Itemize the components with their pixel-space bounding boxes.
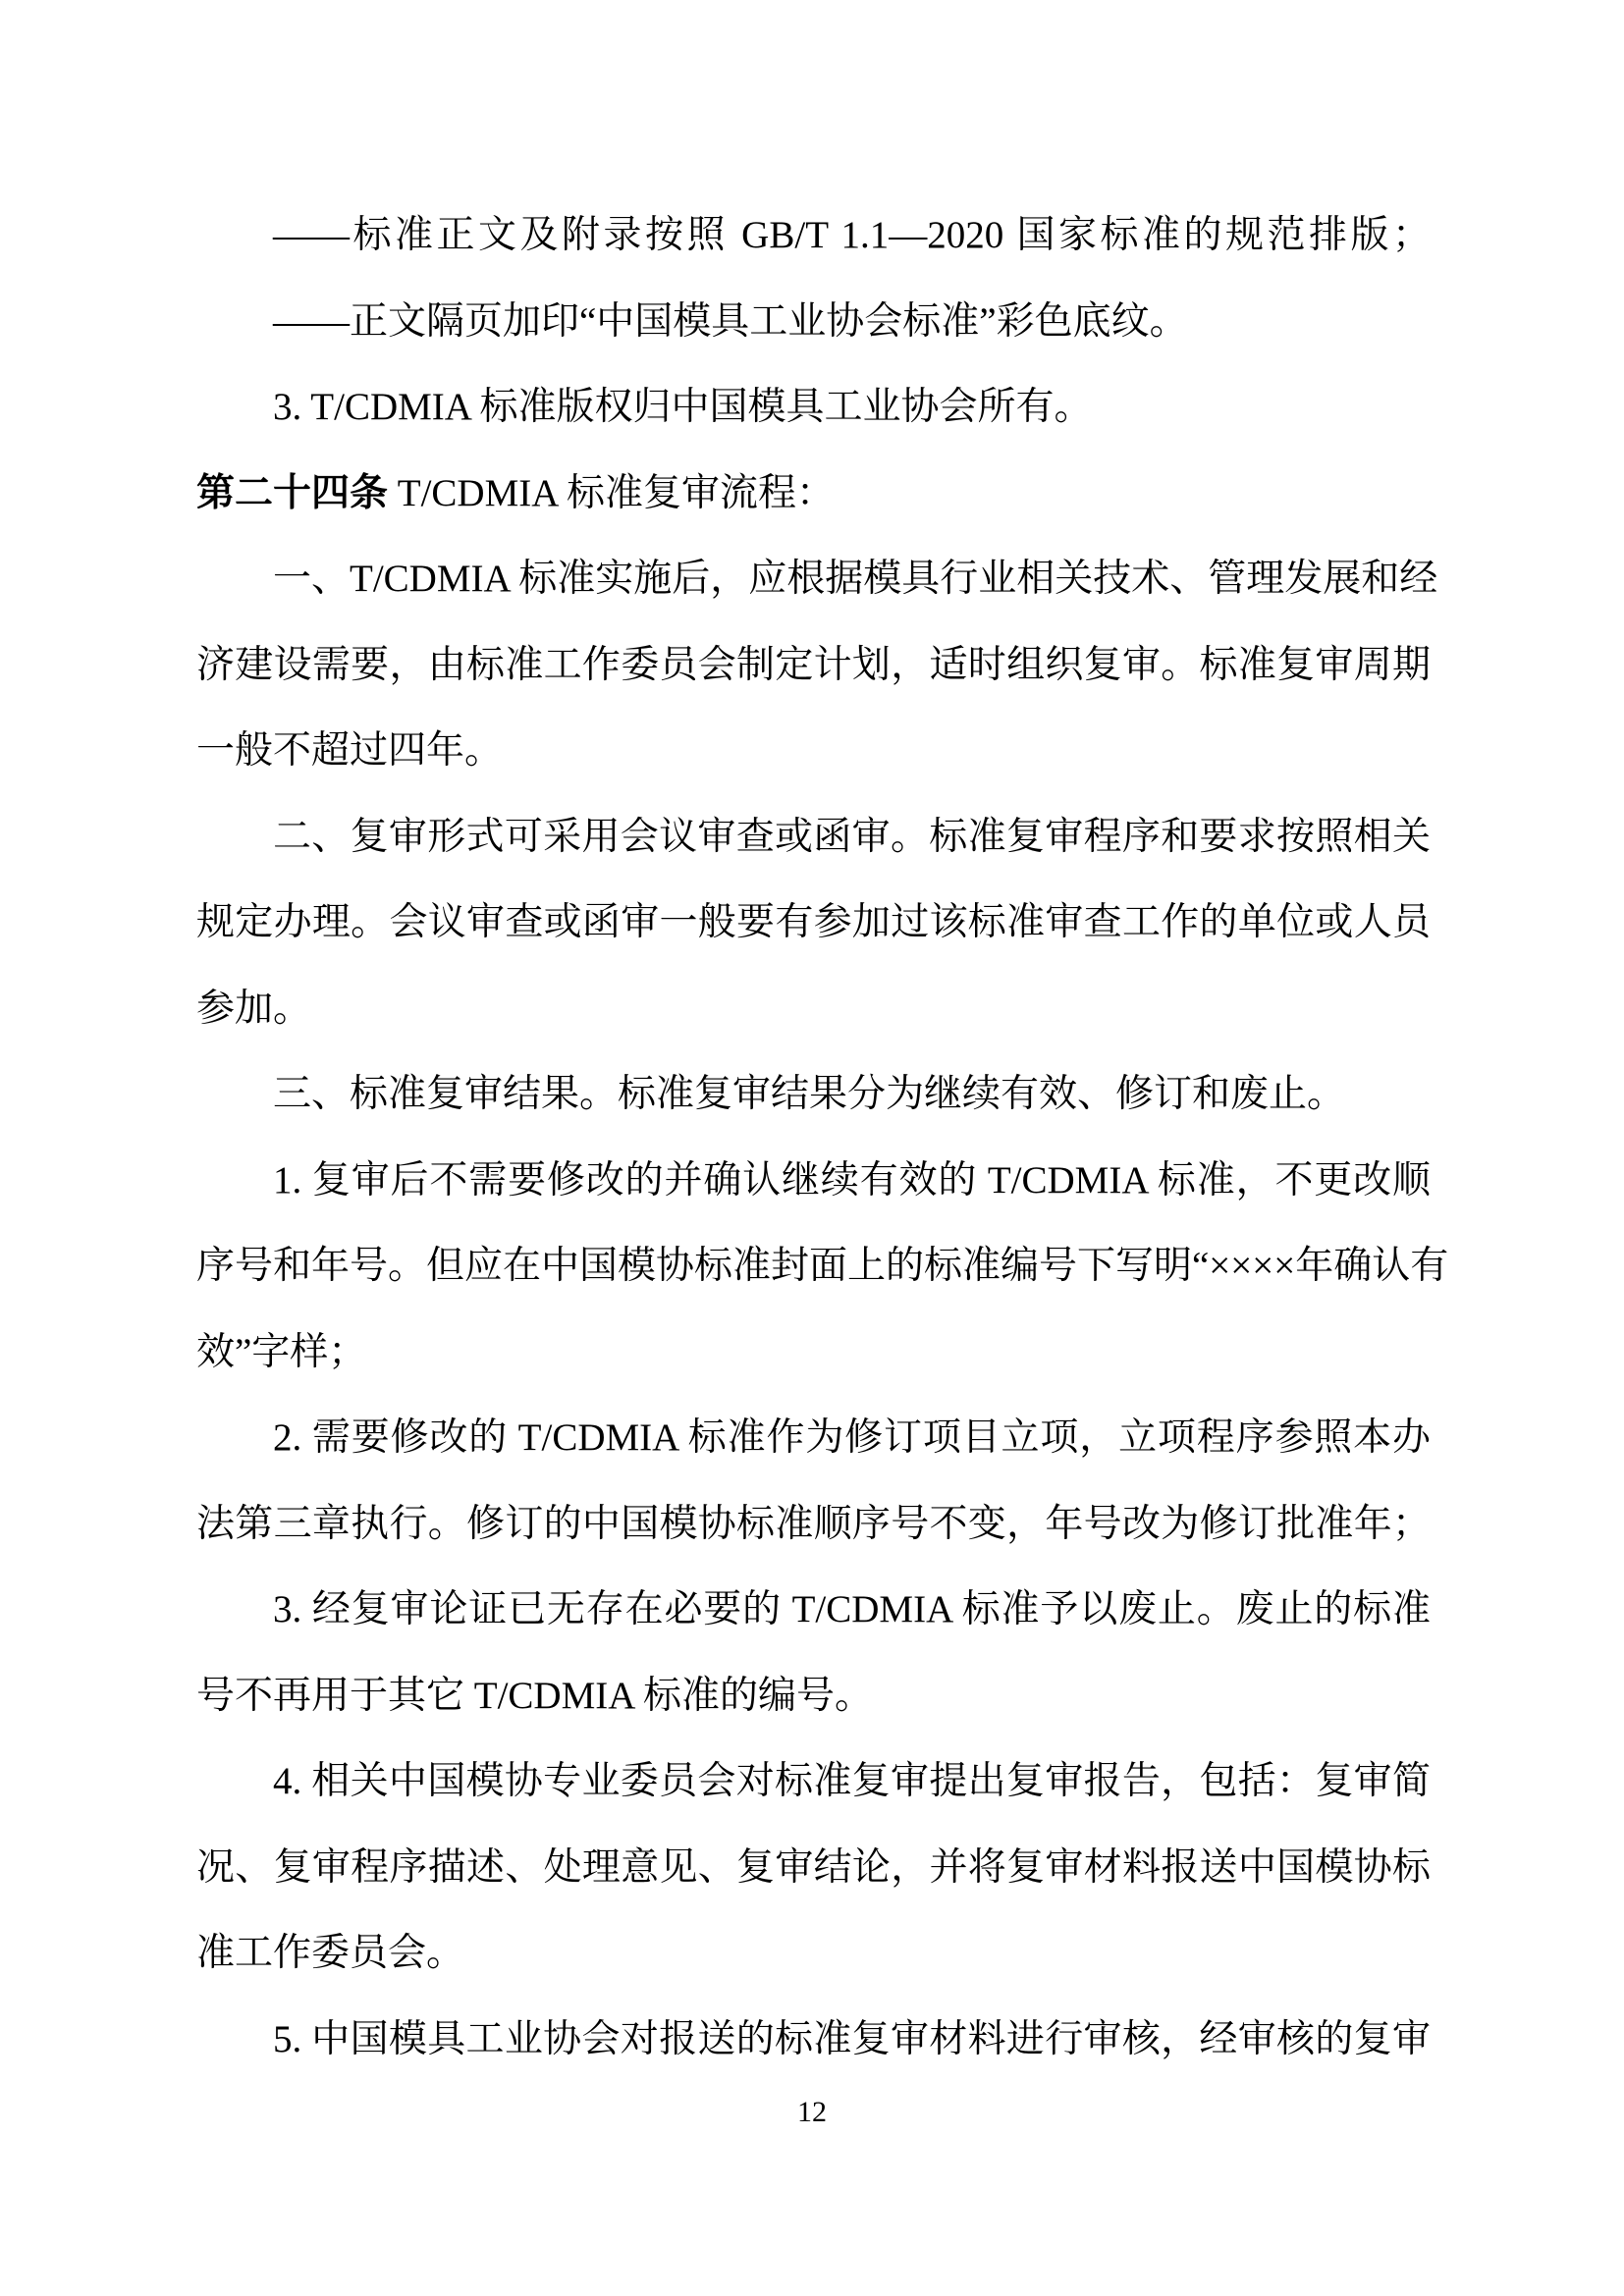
text-line: 况、复审程序描述、处理意见、复审结论，并将复审材料报送中国模协标 — [196, 1845, 1431, 1889]
text-line: 三、标准复审结果。标准复审结果分为继续有效、修订和废止。 — [273, 1073, 1346, 1115]
text-line: 准工作委员会。 — [196, 1932, 465, 1974]
text-line: 济建设需要，由标准工作委员会制定计划，适时组织复审。标准复审周期 — [196, 643, 1431, 686]
text-line: 规定办理。会议审查或函审一般要有参加过该标准审查工作的单位或人员 — [196, 901, 1431, 943]
page-number: 12 — [797, 2096, 827, 2128]
text-line: 3. 经复审论证已无存在必要的 T/CDMIA 标准予以废止。废止的标准 — [273, 1588, 1431, 1630]
text-line: ——正文隔页加印“中国模具工业协会标准”彩色底纹。 — [273, 299, 1188, 343]
text-line: 一般不超过四年。 — [196, 729, 504, 772]
text-line: 法第三章执行。修订的中国模协标准顺序号不变，年号改为修订批准年； — [196, 1502, 1431, 1545]
text-line: 3. T/CDMIA 标准版权归中国模具工业协会所有。 — [273, 386, 1093, 428]
text-line: 5. 中国模具工业协会对报送的标准复审材料进行审核，经审核的复审 — [273, 2017, 1431, 2060]
text-line: ——标准正文及附录按照 GB/T 1.1—2020 国家标准的规范排版； — [273, 214, 1431, 256]
text-line: 2. 需要修改的 T/CDMIA 标准作为修订项目立项，立项程序参照本办 — [273, 1416, 1431, 1459]
article-number: 第二十四条 — [196, 471, 389, 514]
article-heading-text: T/CDMIA 标准复审流程： — [388, 471, 836, 514]
text-line: 号不再用于其它 T/CDMIA 标准的编号。 — [196, 1674, 874, 1717]
text-line: 效”字样； — [196, 1330, 367, 1373]
document-body — [196, 192, 1449, 2082]
text-line: 4. 相关中国模协专业委员会对标准复审提出复审报告，包括：复审简 — [273, 1760, 1431, 1802]
text-line: 参加。 — [196, 987, 312, 1030]
text-line: 一、T/CDMIA 标准实施后，应根据模具行业相关技术、管理发展和经 — [273, 558, 1438, 600]
text-line: 序号和年号。但应在中国模协标准封面上的标准编号下写明“××××年确认有 — [196, 1245, 1449, 1287]
text-line: 1. 复审后不需要修改的并确认继续有效的 T/CDMIA 标准，不更改顺 — [273, 1158, 1431, 1201]
article-heading-line — [196, 451, 1431, 537]
text-line: 二、复审形式可采用会议审查或函审。标准复审程序和要求按照相关 — [273, 815, 1431, 858]
